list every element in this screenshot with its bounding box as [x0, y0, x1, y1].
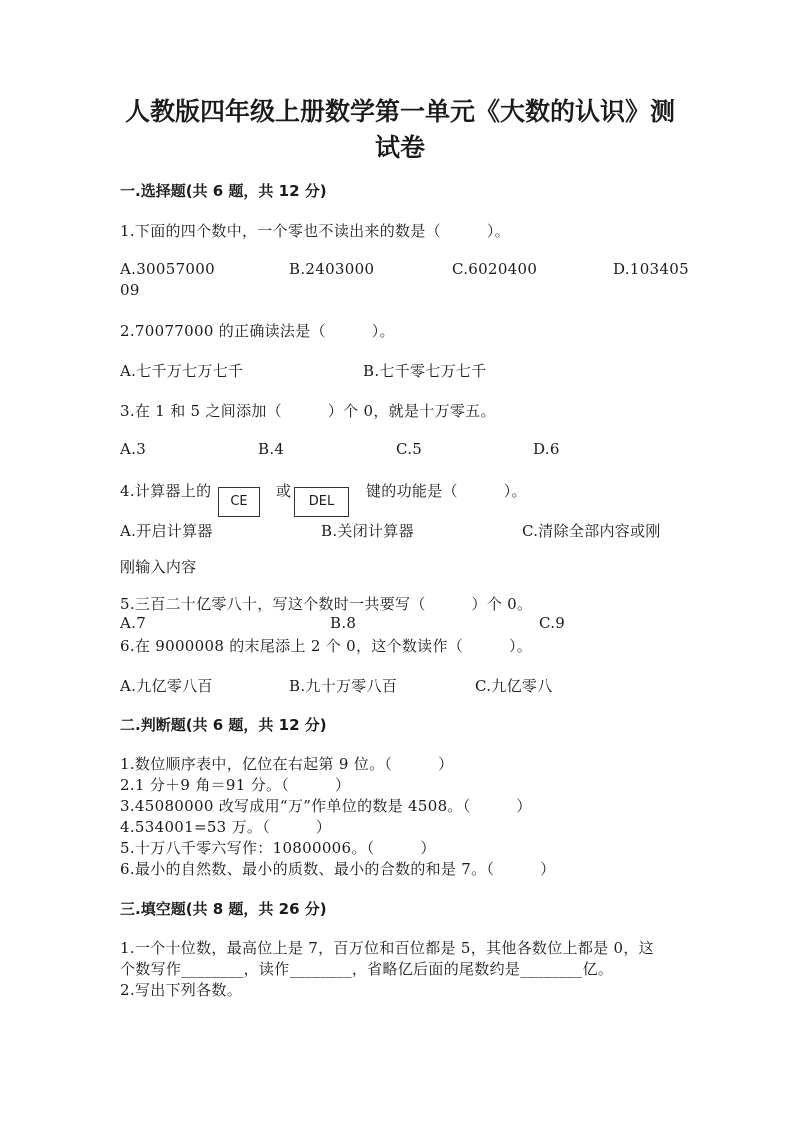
fill-in-question-1-line-1: 1.一个十位数，最高位上是 7，百万位和百位都是 5，其他各数位上都是 0，这 [120, 939, 654, 957]
question-6-stem: 6.在 9000008 的末尾添上 2 个 0，这个数读作（ ）。 [120, 637, 533, 655]
question-4-option-c: C.清除全部内容或刚 [522, 522, 661, 540]
judgment-item-4: 4.534001=53 万。（ ） [120, 818, 332, 836]
fill-in-question-1-line-2: 个数写作________，读作________，省略亿后面的尾数约是________亿。 [120, 960, 614, 978]
question-1-option-b: B.2403000 [289, 260, 375, 278]
question-1-option-d-continued: 09 [120, 281, 140, 299]
question-4-stem-before: 4.计算器上的 [120, 482, 212, 500]
question-5-stem: 5.三百二十亿零八十，写这个数时一共要写（ ）个 0。 [120, 595, 533, 613]
question-1-option-c: C.6020400 [452, 260, 538, 278]
question-5-option-c: C.9 [539, 614, 566, 632]
question-5-option-b: B.8 [330, 614, 357, 632]
question-2-option-a: A.七千万七万七千 [120, 362, 244, 380]
question-1-stem: 1.下面的四个数中，一个零也不读出来的数是（ ）。 [120, 222, 510, 240]
calculator-del-key: DEL [294, 487, 349, 517]
page-title-continued: 试卷 [374, 133, 425, 162]
calculator-ce-key: CE [218, 487, 260, 517]
question-3-option-a: A.3 [120, 440, 147, 458]
question-3-stem: 3.在 1 和 5 之间添加（ ）个 0，就是十万零五。 [120, 402, 496, 420]
question-4-option-a: A.开启计算器 [120, 522, 213, 540]
section-heading-choice: 一.选择题(共 6 题，共 12 分) [120, 182, 327, 200]
question-2-option-b: B.七千零七万七千 [363, 362, 487, 380]
question-3-option-d: D.6 [533, 440, 560, 458]
question-4-option-c-continued: 刚输入内容 [120, 558, 197, 576]
question-4-stem-after: 键的功能是（ ）。 [366, 482, 527, 500]
question-1-option-d: D.103405 [613, 260, 689, 278]
question-5-option-a: A.7 [120, 614, 147, 632]
question-4-option-b: B.关闭计算器 [321, 522, 414, 540]
section-heading-judgment: 二.判断题(共 6 题，共 12 分) [120, 716, 327, 734]
judgment-item-2: 2.1 分＋9 角＝91 分。（ ） [120, 776, 351, 794]
judgment-item-3: 3.45080000 改写成用“万”作单位的数是 4508。（ ） [120, 797, 532, 815]
question-1-option-a: A.30057000 [120, 260, 215, 278]
question-3-option-c: C.5 [396, 440, 423, 458]
fill-in-question-2: 2.写出下列各数。 [120, 981, 243, 999]
question-6-option-b: B.九十万零八百 [289, 677, 398, 695]
judgment-item-1: 1.数位顺序表中，亿位在右起第 9 位。（ ） [120, 755, 454, 773]
judgment-item-5: 5.十万八千零六写作：10800006。（ ） [120, 839, 436, 857]
question-3-option-b: B.4 [258, 440, 285, 458]
question-6-option-a: A.九亿零八百 [120, 677, 213, 695]
question-4-stem-mid: 或 [276, 482, 292, 500]
section-heading-fill-in: 三.填空题(共 8 题，共 26 分) [120, 900, 327, 918]
question-2-stem: 2.70077000 的正确读法是（ ）。 [120, 322, 395, 340]
page-title: 人教版四年级上册数学第一单元《大数的认识》测 [124, 97, 675, 126]
judgment-item-6: 6.最小的自然数、最小的质数、最小的合数的和是 7。（ ） [120, 860, 556, 878]
question-6-option-c: C.九亿零八 [475, 677, 553, 695]
